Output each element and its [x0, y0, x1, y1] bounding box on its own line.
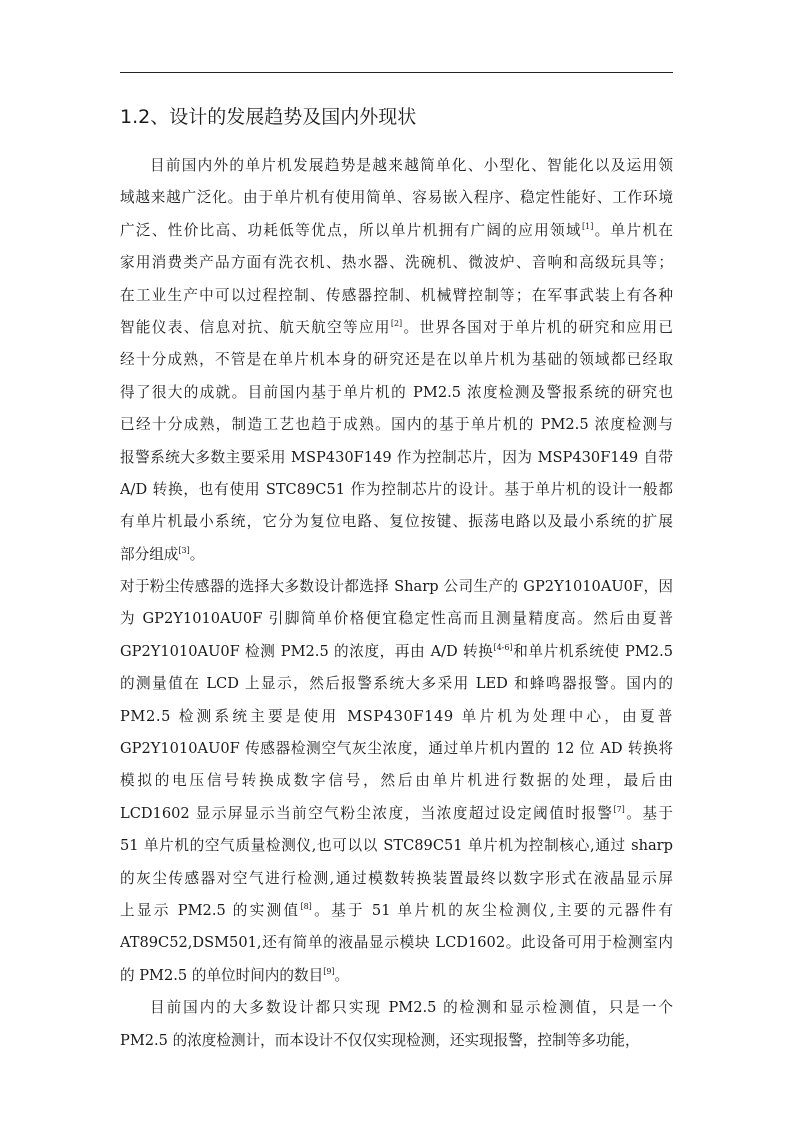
text-segment: 模拟的电压信号转换成数字信号，然后由单片机进行数据的处理，最后由 [120, 772, 673, 790]
text-segment: 域越来越广泛化。由于单片机有使用简单、容易嵌入程序、稳定性能好、工作环境 [120, 189, 673, 207]
text-line [120, 280, 673, 312]
header-rule [120, 72, 673, 73]
text-line [120, 798, 673, 830]
text-line [120, 150, 673, 182]
text-line [120, 182, 673, 214]
text-segment: 。基于 [624, 804, 673, 822]
text-line [120, 571, 673, 603]
text-line [120, 960, 673, 992]
text-segment: 经十分成熟，不管是在单片机本身的研究还是在以单片机为基础的领域都已经取 [120, 351, 673, 369]
citation-mark: [9] [323, 966, 335, 976]
text-line [120, 733, 673, 765]
text-segment: 智能仪表、信息对抗、航天航空等应用 [120, 318, 391, 336]
text-segment: 51 单片机的空气质量检测仪,也可以以 STC89C51 单片机为控制核心,通过 sharp [120, 837, 673, 855]
text-line [120, 215, 673, 247]
text-segment: 的灰尘传感器对空气进行检测,通过模数转换装置最终以数字形式在液晶显示屏 [120, 869, 673, 887]
text-line [120, 895, 673, 927]
text-segment: PM2.5 检测系统主要是使用 MSP430F149 单片机为处理中心，由夏普 [120, 707, 673, 725]
text-line [120, 377, 673, 409]
text-segment: 已经十分成熟，制造工艺也趋于成熟。国内的基于单片机的 PM2.5 浓度检测与 [120, 416, 673, 434]
text-line [120, 312, 673, 344]
citation-mark: [8] [300, 902, 312, 912]
text-segment: 上显示 PM2.5 的实测值 [120, 901, 301, 919]
text-segment: 广泛、性价比高、功耗低等优点，所以单片机拥有广阔的应用领域 [120, 221, 582, 239]
body-text [120, 150, 673, 1057]
text-line [120, 701, 673, 733]
citation-mark: [7] [613, 804, 625, 814]
citation-mark: [2] [390, 319, 403, 329]
text-line [120, 506, 673, 538]
text-segment: 。单片机在 [593, 221, 673, 239]
text-segment: 。基于 51 单片机的灰尘检测仪,主要的元器件有 [311, 901, 673, 919]
text-segment: 报警系统大多数主要采用 MSP430F149 作为控制芯片，因为 MSP430F149 自带 [120, 448, 673, 466]
text-segment: 对于粉尘传感器的选择大多数设计都选择 Sharp 公司生产的 GP2Y1010AU0F，因 [120, 578, 673, 596]
text-line [120, 668, 673, 700]
text-line [120, 1025, 673, 1057]
text-segment: 。世界各国对于单片机的研究和应用已 [402, 318, 673, 336]
text-segment: 。 [189, 545, 205, 563]
text-segment: GP2Y1010AU0F 传感器检测空气灰尘浓度，通过单片机内置的 12 位 AD 转换将 [120, 740, 673, 758]
text-segment: LCD1602 显示屏显示当前空气粉尘浓度，当浓度超过设定阈值时报警 [120, 804, 614, 822]
text-segment: 。 [334, 966, 350, 984]
text-line [120, 863, 673, 895]
text-segment: GP2Y1010AU0F 检测 PM2.5 的浓度，再由 A/D 转换 [120, 642, 494, 660]
text-segment: 目前国内外的单片机发展趋势是越来越简单化、小型化、智能化以及运用领 [150, 157, 673, 174]
text-segment: 和单片机系统使 PM2.5 [512, 642, 673, 660]
text-line [120, 603, 673, 635]
text-segment: 的 PM2.5 的单位时间内的数目 [120, 966, 324, 984]
text-line [120, 927, 673, 959]
text-line [120, 442, 673, 474]
citation-mark: [4-6] [493, 643, 513, 652]
text-segment: 部分组成 [120, 545, 179, 563]
text-segment: 有单片机最小系统，它分为复位电路、复位按键、振荡电路以及最小系统的扩展 [120, 513, 673, 531]
text-segment: A/D 转换，也有使用 STC89C51 作为控制芯片的设计。基于单片机的设计一般都 [120, 480, 673, 498]
citation-mark: [3] [178, 545, 190, 555]
text-line [120, 765, 673, 797]
text-segment: AT89C52,DSM501,还有简单的液晶显示模块 LCD1602。此设备可用于检测室内 [120, 934, 673, 952]
text-line [120, 830, 673, 862]
section-heading: 1.2、设计的发展趋势及国内外现状 [120, 106, 417, 128]
text-segment: 得了很大的成就。目前国内基于单片机的 PM2.5 浓度检测及警报系统的研究也 [120, 383, 673, 401]
text-segment: 为 GP2Y1010AU0F 引脚简单价格便宜稳定性高而且测量精度高。然后由夏普 [120, 610, 673, 628]
text-segment: 的测量值在 LCD 上显示，然后报警系统大多采用 LED 和蜂鸣器报警。国内的 [120, 675, 673, 693]
text-line [120, 636, 673, 668]
text-line [120, 344, 673, 376]
text-segment: 在工业生产中可以过程控制、传感器控制、机械臂控制等；在军事武装上有各种 [120, 286, 673, 304]
text-line [120, 992, 673, 1024]
citation-mark: [1] [581, 221, 594, 231]
text-line [120, 539, 673, 571]
text-line [120, 247, 673, 279]
text-segment: PM2.5 的浓度检测计，而本设计不仅仅实现检测，还实现报警，控制等多功能， [120, 1031, 640, 1049]
text-line [120, 409, 673, 441]
text-segment: 目前国内的大多数设计都只实现 PM2.5 的检测和显示检测值，只是一个 [150, 999, 673, 1017]
text-line [120, 474, 673, 506]
text-segment: 家用消费类产品方面有洗衣机、热水器、洗碗机、微波炉、音响和高级玩具等； [120, 254, 673, 272]
